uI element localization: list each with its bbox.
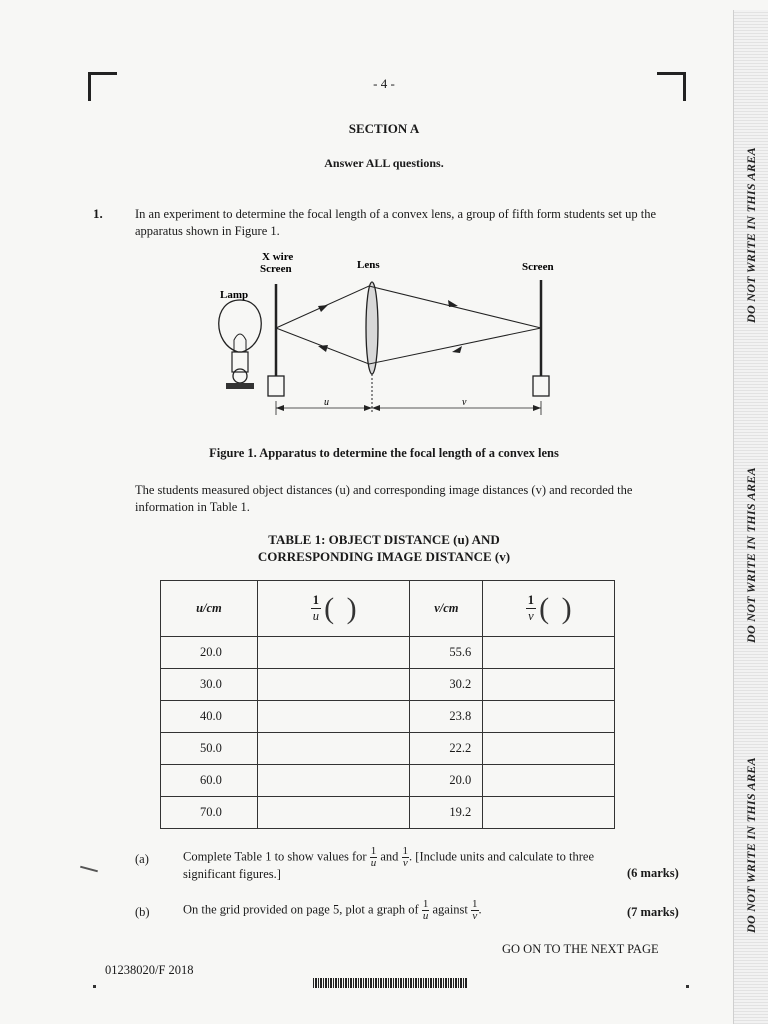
question-text: In an experiment to determine the focal length of a convex lens, a group of fifth form students set up the apparatus shown in Figure 1. <box>135 207 657 238</box>
cell-inv-v[interactable] <box>483 669 615 701</box>
header-inv-v: $\frac{1}{v}$ ( ) <box>483 581 615 637</box>
ray-upper <box>276 286 541 328</box>
ray-arrow-4 <box>452 346 462 353</box>
part-b-marks: (7 marks) <box>627 905 679 919</box>
cell-inv-v[interactable] <box>483 797 615 829</box>
cell-inv-v[interactable] <box>483 765 615 797</box>
ray-arrow-1 <box>318 305 328 312</box>
label-lamp: Lamp <box>220 289 249 301</box>
cell-inv-u[interactable] <box>257 669 410 701</box>
table-row <box>161 733 615 765</box>
part-b-text: On the grid provided on page 5, plot a graph of $\frac{1}{u}$ against $\frac{1}{v}$ . <box>183 898 482 922</box>
table-row <box>161 765 615 797</box>
table-title-line2: CORRESPONDING IMAGE DISTANCE (v) <box>257 549 511 564</box>
apparatus-diagram <box>200 248 580 438</box>
cell-u: 40.0 <box>161 701 258 733</box>
cell-inv-u[interactable] <box>257 733 410 765</box>
table-row <box>161 701 615 733</box>
page-number: - 4 - <box>373 76 395 91</box>
margin-strip <box>733 10 768 1024</box>
cell-inv-u[interactable] <box>257 765 410 797</box>
margin-warning-bottom: DO NOT WRITE IN THIS AREA <box>744 757 758 933</box>
cell-inv-v[interactable] <box>483 637 615 669</box>
barcode <box>313 978 468 988</box>
cell-u: 70.0 <box>161 797 258 829</box>
label-xwire-1: X wire <box>262 251 294 263</box>
paper-code: 01238020/F 2018 <box>105 963 194 977</box>
header-u: u/cm <box>161 581 258 637</box>
cell-v: 22.2 <box>410 733 483 765</box>
data-table <box>160 580 615 829</box>
label-u: u <box>324 397 329 408</box>
part-a-text: Complete Table 1 to show values for $\frac{1}{u}$ and $\frac{1}{v}$ . [Include units and calculate to three <box>183 845 595 869</box>
xwire-screen-base <box>268 376 284 396</box>
cell-v: 19.2 <box>410 797 483 829</box>
registration-dot-right <box>686 985 689 988</box>
table-title-line1: TABLE 1: OBJECT DISTANCE (u) AND <box>268 532 500 547</box>
ray-lower <box>276 328 541 364</box>
part-a-marks: (6 marks) <box>627 866 679 880</box>
label-v: v <box>462 397 467 408</box>
convex-lens <box>366 282 378 374</box>
part-b-label: (b) <box>135 905 150 919</box>
cell-u: 20.0 <box>161 637 258 669</box>
registration-dot-left <box>93 985 96 988</box>
table-row <box>161 669 615 701</box>
ray-arrow-2 <box>318 345 328 352</box>
table-row <box>161 797 615 829</box>
section-title: SECTION A <box>348 121 420 136</box>
lamp-filament <box>234 334 246 352</box>
cell-v: 20.0 <box>410 765 483 797</box>
image-screen-base <box>533 376 549 396</box>
part-a-text-line2: significant figures.] <box>183 867 281 881</box>
margin-warning-middle: DO NOT WRITE IN THIS AREA <box>744 467 758 643</box>
cell-inv-v[interactable] <box>483 733 615 765</box>
section-instruction: Answer ALL questions. <box>324 156 444 170</box>
cell-u: 60.0 <box>161 765 258 797</box>
cell-v: 55.6 <box>410 637 483 669</box>
table-title <box>0 531 768 565</box>
cell-v: 30.2 <box>410 669 483 701</box>
go-on-notice: GO ON TO THE NEXT PAGE <box>502 942 659 956</box>
table-header-row <box>161 581 615 637</box>
question-number: 1. <box>93 206 103 221</box>
intro-paragraph: The students measured object distances (u) and corresponding image distances (v) and recorded the information in Table 1. <box>135 483 633 514</box>
cell-inv-u[interactable] <box>257 701 410 733</box>
cell-inv-u[interactable] <box>257 637 410 669</box>
cell-v: 23.8 <box>410 701 483 733</box>
margin-warning-top: DO NOT WRITE IN THIS AREA <box>744 147 758 323</box>
header-inv-u: $\frac{1}{u}$ ( ) <box>257 581 410 637</box>
cell-inv-u[interactable] <box>257 797 410 829</box>
header-v: v/cm <box>410 581 483 637</box>
stray-mark <box>80 866 98 873</box>
ray-arrow-3 <box>448 300 458 307</box>
cell-u: 50.0 <box>161 733 258 765</box>
table-row <box>161 637 615 669</box>
figure-caption: Figure 1. Apparatus to determine the focal length of a convex lens <box>209 446 559 460</box>
lamp-bulb <box>219 300 262 352</box>
label-lens: Lens <box>357 259 380 271</box>
lamp-stand <box>226 383 254 389</box>
label-screen: Screen <box>522 261 554 273</box>
cell-u: 30.0 <box>161 669 258 701</box>
label-xwire-2: Screen <box>260 263 292 275</box>
lamp-socket <box>233 369 247 383</box>
cell-inv-v[interactable] <box>483 701 615 733</box>
part-a-label: (a) <box>135 852 149 866</box>
